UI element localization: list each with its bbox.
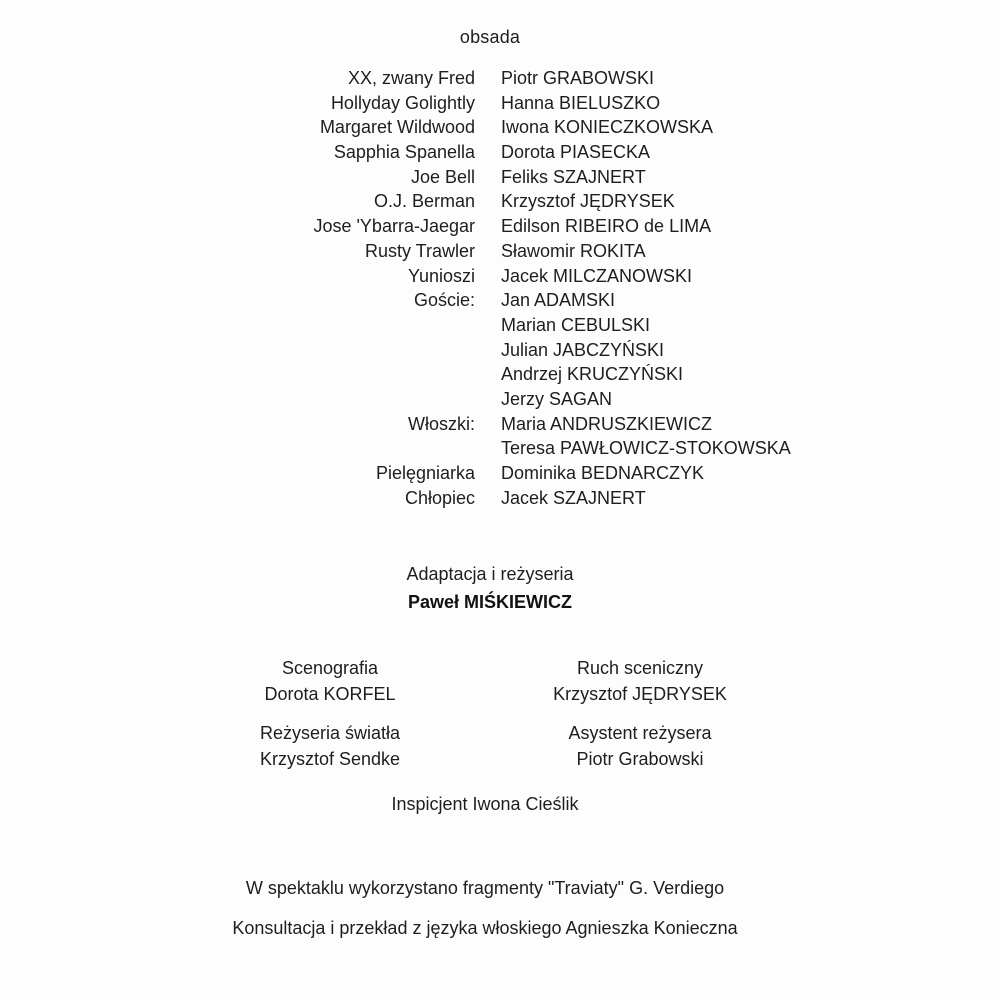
cast-row — [0, 313, 1000, 338]
cast-row — [0, 115, 1000, 140]
cast-row — [0, 91, 1000, 116]
role-name: Jose 'Ybarra-Jaegar — [313, 216, 475, 237]
actor-name: Sławomir ROKITA — [501, 240, 646, 261]
cast-row — [0, 165, 1000, 190]
actor-name: Maria ANDRUSZKIEWICZ — [501, 413, 713, 434]
cast-row — [0, 239, 1000, 264]
actor-name: Andrzej KRUCZYŃSKI — [501, 364, 684, 385]
credit-name: Krzysztof Sendke — [259, 749, 401, 769]
cast-row — [0, 140, 1000, 165]
cast-row — [0, 288, 1000, 313]
cast-row — [0, 362, 1000, 387]
role-name: Margaret Wildwood — [319, 117, 475, 138]
credit-name: Krzysztof JĘDRYSEK — [553, 684, 727, 704]
actor-name: Jacek SZAJNERT — [501, 487, 646, 508]
actor-name: Hanna BIELUSZKO — [501, 92, 661, 113]
cast-row — [0, 412, 1000, 437]
stage-manager-credit: Inspicjent Iwona Cieślik — [391, 794, 579, 814]
actor-name: Julian JABCZYŃSKI — [501, 339, 665, 360]
role-name: Włoszki: — [408, 413, 475, 434]
role-name: XX, zwany Fred — [347, 68, 475, 88]
role-name: O.J. Berman — [373, 191, 475, 212]
cast-row — [0, 189, 1000, 214]
credit-label: Reżyseria światła — [259, 723, 401, 743]
cast-row — [0, 486, 1000, 511]
cast-row — [0, 66, 1000, 91]
cast-list — [0, 66, 1000, 510]
actor-name: Edilson RIBEIRO de LIMA — [501, 216, 712, 237]
credit-name: Dorota KORFEL — [264, 684, 396, 704]
scenography-credit — [180, 655, 480, 707]
role-name: Pielęgniarka — [375, 463, 475, 483]
actor-name: Feliks SZAJNERT — [501, 166, 646, 187]
assistant-director-credit — [490, 720, 790, 772]
cast-row — [0, 264, 1000, 289]
actor-name: Krzysztof JĘDRYSEK — [501, 191, 675, 212]
role-name: Sapphia Spanella — [333, 142, 475, 163]
role-name: Yunioszi — [407, 265, 475, 286]
actor-name: Jerzy SAGAN — [501, 388, 613, 409]
cast-row — [0, 436, 1000, 461]
director-label: Adaptacja i reżyseria — [406, 564, 574, 584]
cast-row — [0, 387, 1000, 412]
credit-label: Ruch sceniczny — [576, 658, 704, 678]
credit-name: Piotr Grabowski — [576, 749, 704, 769]
cast-row — [0, 214, 1000, 239]
music-note: W spektaklu wykorzystano fragmenty "Traviaty" G. Verdiego — [245, 878, 725, 898]
translation-note: Konsultacja i przekład z języka włoskiego Agnieszka Konieczna — [232, 918, 738, 938]
cast-row — [0, 461, 1000, 486]
actor-name: Jan ADAMSKI — [501, 290, 616, 311]
credit-label: Asystent reżysera — [568, 723, 712, 743]
cast-heading: obsada — [459, 27, 521, 47]
role-name: Rusty Trawler — [364, 240, 475, 261]
director-name: Paweł MIŚKIEWICZ — [407, 592, 573, 612]
actor-name: Teresa PAWŁOWICZ-STOKOWSKA — [501, 438, 791, 459]
movement-credit — [490, 655, 790, 707]
cast-row — [0, 338, 1000, 363]
role-name: Chłopiec — [404, 487, 475, 508]
actor-name: Jacek MILCZANOWSKI — [501, 265, 693, 286]
role-name: Goście: — [413, 290, 475, 311]
actor-name: Dominika BEDNARCZYK — [501, 463, 705, 483]
actor-name: Dorota PIASECKA — [501, 142, 651, 163]
lighting-credit — [180, 720, 480, 772]
role-name: Hollyday Golightly — [330, 92, 475, 113]
actor-name: Iwona KONIECZKOWSKA — [501, 117, 714, 138]
credit-label: Scenografia — [281, 658, 379, 678]
actor-name: Piotr GRABOWSKI — [501, 68, 655, 88]
role-name: Joe Bell — [410, 166, 475, 187]
actor-name: Marian CEBULSKI — [501, 314, 651, 335]
